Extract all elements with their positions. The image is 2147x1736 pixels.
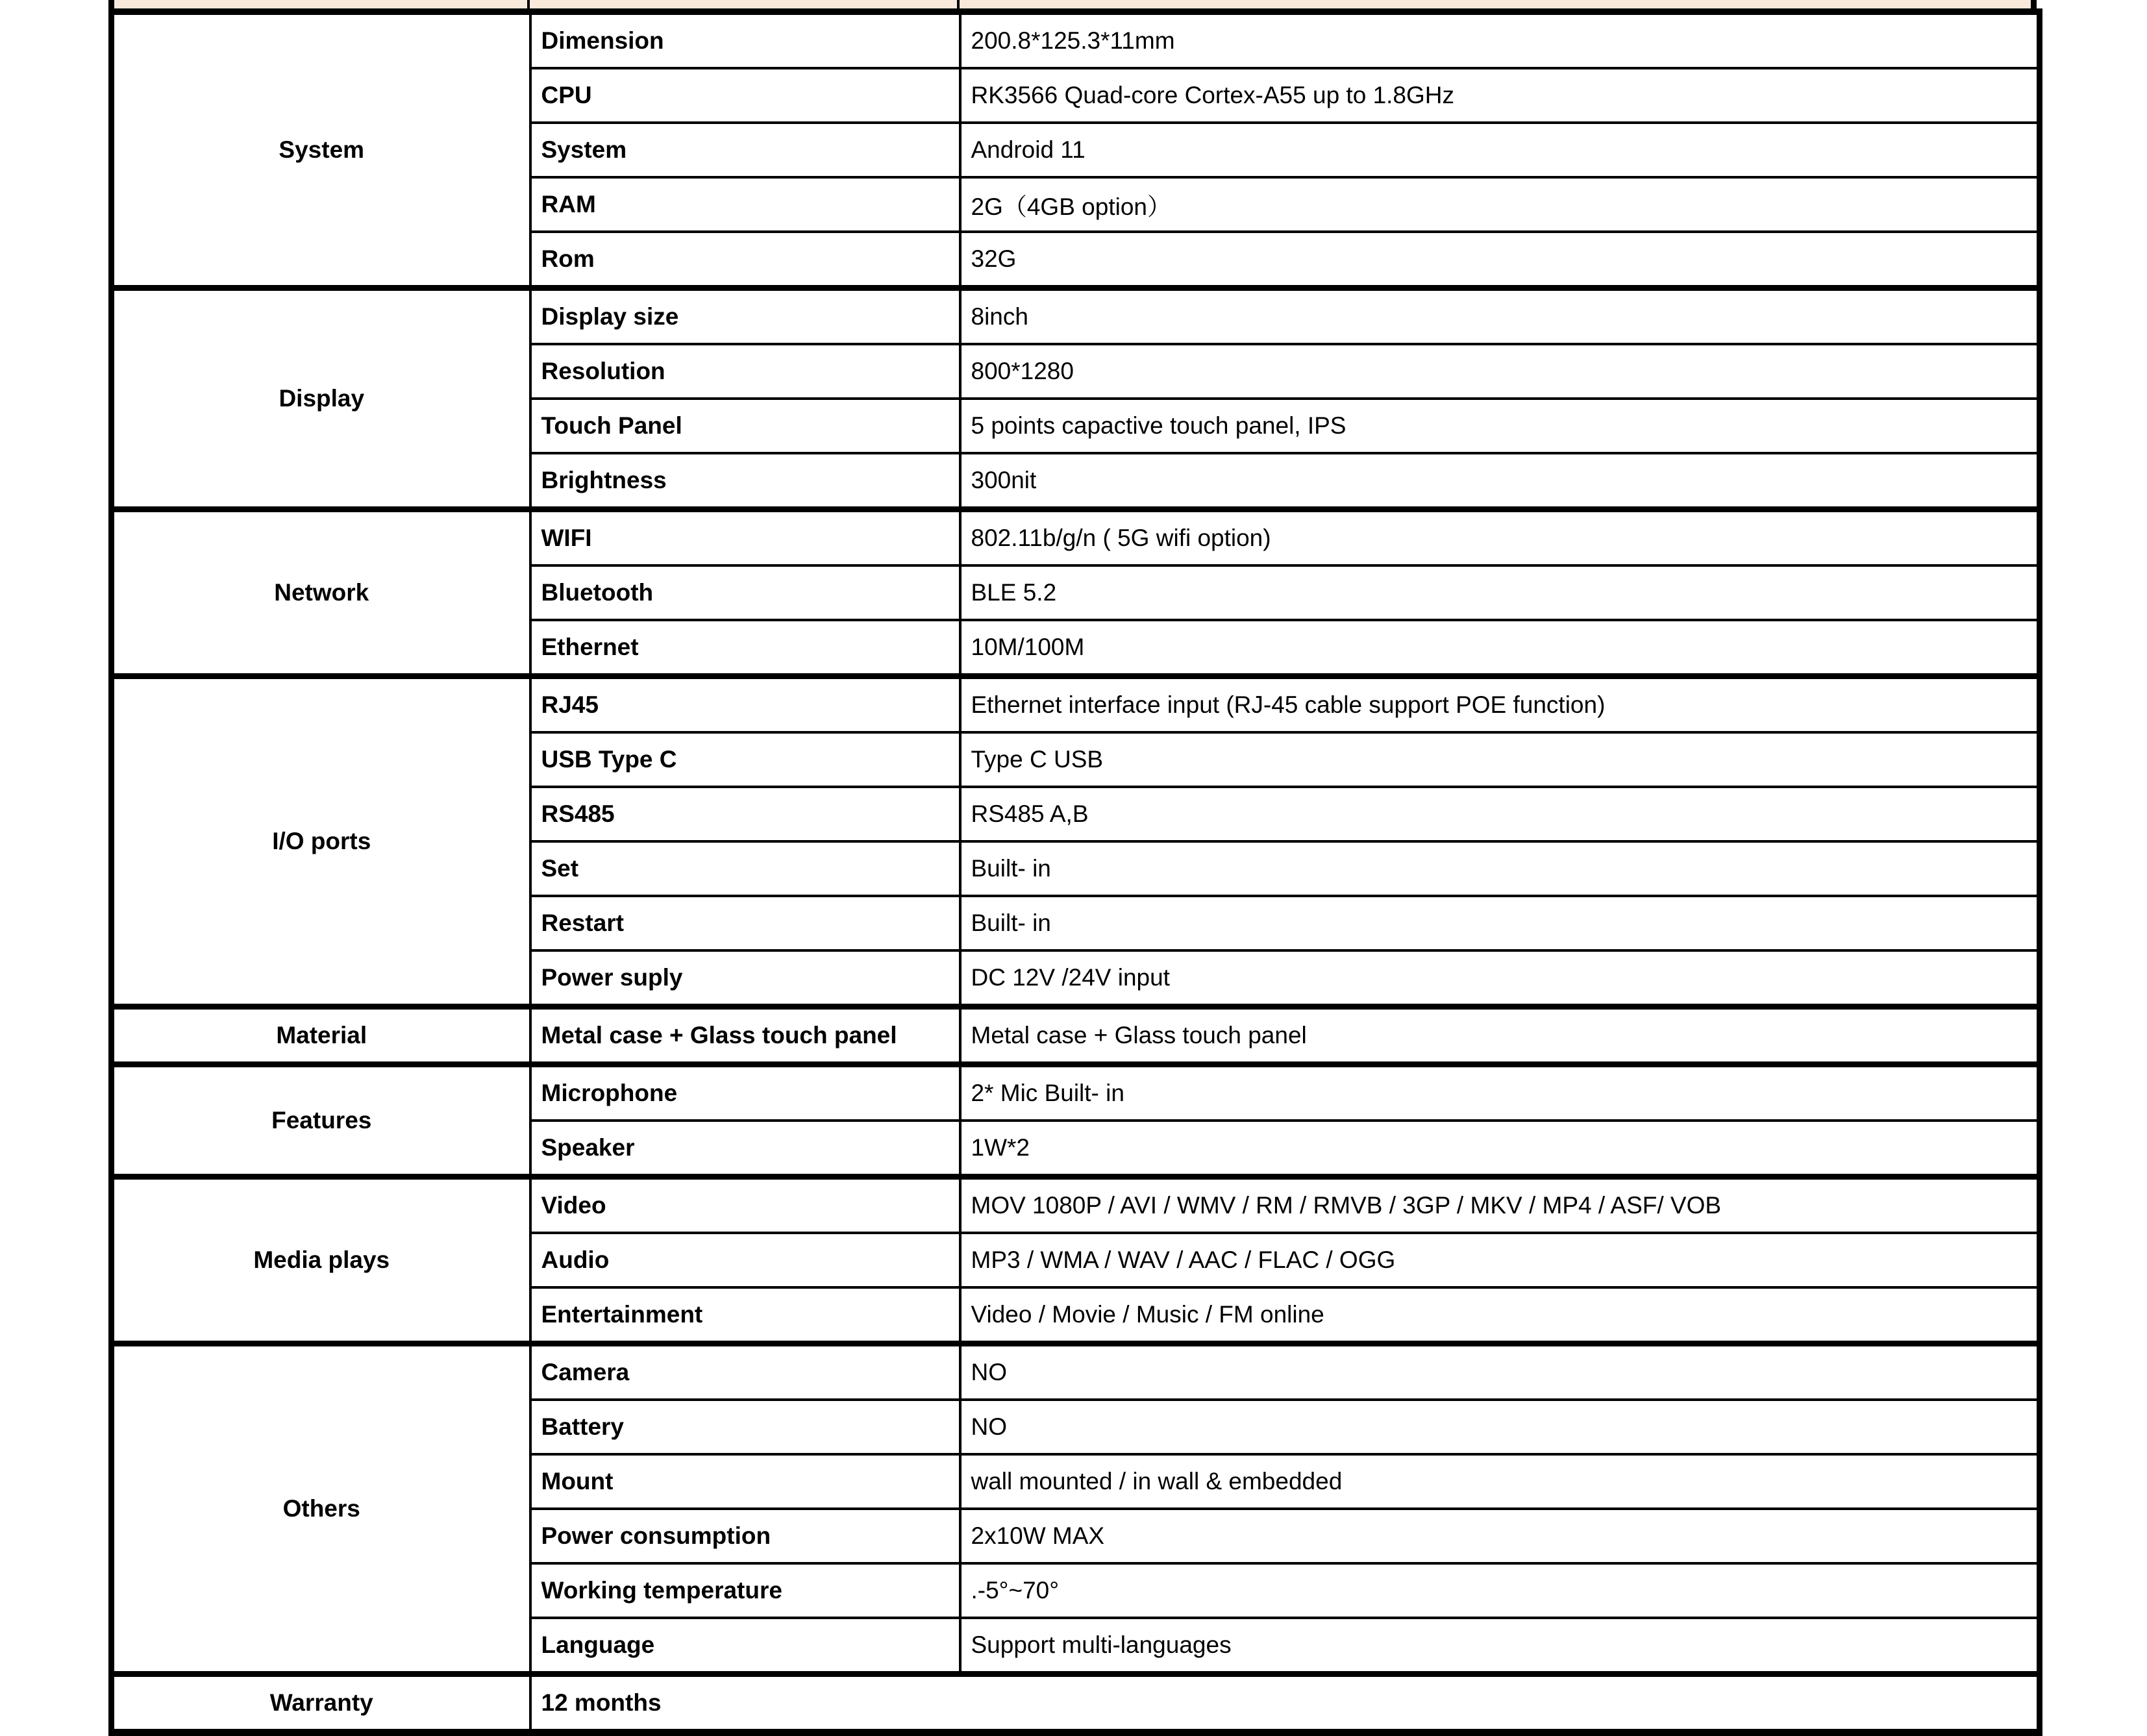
spec-label-cell: Rom <box>530 232 960 288</box>
spec-value-cell: 802.11b/g/n ( 5G wifi option) <box>960 510 2040 566</box>
category-cell: Warranty <box>112 1674 530 1733</box>
spec-label-cell: Restart <box>530 896 960 950</box>
category-cell: Others <box>112 1344 530 1674</box>
spec-value-cell: 2G（4GB option） <box>960 177 2040 232</box>
spec-value-cell: wall mounted / in wall & embedded <box>960 1454 2040 1509</box>
spec-value-cell: NO <box>960 1400 2040 1454</box>
category-cell: Material <box>112 1007 530 1065</box>
spec-value-cell: 800*1280 <box>960 344 2040 399</box>
spec-value-cell: 8inch <box>960 288 2040 345</box>
spec-label-cell: Ethernet <box>530 620 960 676</box>
spec-label-cell: Metal case + Glass touch panel <box>530 1007 960 1065</box>
table-row <box>112 1065 2040 1121</box>
spec-value-cell: Ethernet interface input (RJ-45 cable support POE function) <box>960 676 2040 733</box>
spec-label-cell: Speaker <box>530 1121 960 1177</box>
spec-value-cell: Video / Movie / Music / FM online <box>960 1287 2040 1344</box>
spec-label-cell: Camera <box>530 1344 960 1400</box>
spec-value-cell: Built- in <box>960 841 2040 896</box>
category-cell: Features <box>112 1065 530 1177</box>
spec-label-cell: Video <box>530 1177 960 1234</box>
spec-label-cell: RS485 <box>530 787 960 841</box>
spec-value-cell: Support multi-languages <box>960 1618 2040 1674</box>
spec-label-cell: System <box>530 123 960 177</box>
spec-value-cell: 300nit <box>960 453 2040 510</box>
spec-label-cell: RAM <box>530 177 960 232</box>
spec-value-cell: 10M/100M <box>960 620 2040 676</box>
category-cell: Display <box>112 288 530 510</box>
spec-sheet <box>108 0 2037 1736</box>
spec-label-cell: Touch Panel <box>530 399 960 453</box>
spec-label-cell: Display size <box>530 288 960 345</box>
spec-value-cell: Built- in <box>960 896 2040 950</box>
category-cell: Media plays <box>112 1177 530 1344</box>
spec-label-cell: Power consumption <box>530 1509 960 1563</box>
spec-value-cell: 2* Mic Built- in <box>960 1065 2040 1121</box>
spec-value-cell: 5 points capactive touch panel, IPS <box>960 399 2040 453</box>
spec-value-cell: 2x10W MAX <box>960 1509 2040 1563</box>
spec-value-cell: RS485 A,B <box>960 787 2040 841</box>
spec-label-cell: Working temperature <box>530 1563 960 1618</box>
spec-value-cell: Type C USB <box>960 732 2040 787</box>
category-cell: I/O ports <box>112 676 530 1007</box>
table-row <box>112 1674 2040 1733</box>
spec-value-cell: MP3 / WMA / WAV / AAC / FLAC / OGG <box>960 1233 2040 1287</box>
table-row <box>112 1344 2040 1400</box>
spec-value-cell: 32G <box>960 232 2040 288</box>
spec-value-cell: 1W*2 <box>960 1121 2040 1177</box>
spec-label-cell: Language <box>530 1618 960 1674</box>
spec-label-cell: RJ45 <box>530 676 960 733</box>
spec-value-cell: 200.8*125.3*11mm <box>960 12 2040 68</box>
spec-value-cell: .-5°~70° <box>960 1563 2040 1618</box>
spec-label-cell: CPU <box>530 68 960 123</box>
spec-label-cell: USB Type C <box>530 732 960 787</box>
spec-table <box>108 8 2042 1736</box>
table-row <box>112 676 2040 733</box>
spec-label-cell: Mount <box>530 1454 960 1509</box>
table-header-cell <box>960 0 2031 8</box>
table-row <box>112 510 2040 566</box>
category-cell: Network <box>112 510 530 676</box>
spec-value-cell: NO <box>960 1344 2040 1400</box>
cropped-header-row <box>108 0 2037 8</box>
spec-label-cell: Bluetooth <box>530 565 960 620</box>
table-row <box>112 1007 2040 1065</box>
spec-value-cell: BLE 5.2 <box>960 565 2040 620</box>
spec-value-cell: RK3566 Quad-core Cortex-A55 up to 1.8GHz <box>960 68 2040 123</box>
spec-label-cell: Resolution <box>530 344 960 399</box>
spec-label-cell: Dimension <box>530 12 960 68</box>
spec-label-cell: Set <box>530 841 960 896</box>
spec-label-cell: 12 months <box>530 1674 2040 1733</box>
spec-label-cell: Power suply <box>530 950 960 1007</box>
table-row <box>112 12 2040 68</box>
spec-label-cell: Battery <box>530 1400 960 1454</box>
spec-label-cell: Entertainment <box>530 1287 960 1344</box>
table-header-cell <box>530 0 960 8</box>
spec-value-cell: DC 12V /24V input <box>960 950 2040 1007</box>
spec-value-cell: MOV 1080P / AVI / WMV / RM / RMVB / 3GP / MKV / MP4 / ASF/ VOB <box>960 1177 2040 1234</box>
spec-label-cell: Brightness <box>530 453 960 510</box>
spec-label-cell: WIFI <box>530 510 960 566</box>
spec-value-cell: Metal case + Glass touch panel <box>960 1007 2040 1065</box>
table-header-cell <box>114 0 530 8</box>
category-cell: System <box>112 12 530 288</box>
table-row <box>112 1177 2040 1234</box>
spec-value-cell: Android 11 <box>960 123 2040 177</box>
table-row <box>112 288 2040 345</box>
spec-label-cell: Microphone <box>530 1065 960 1121</box>
spec-label-cell: Audio <box>530 1233 960 1287</box>
